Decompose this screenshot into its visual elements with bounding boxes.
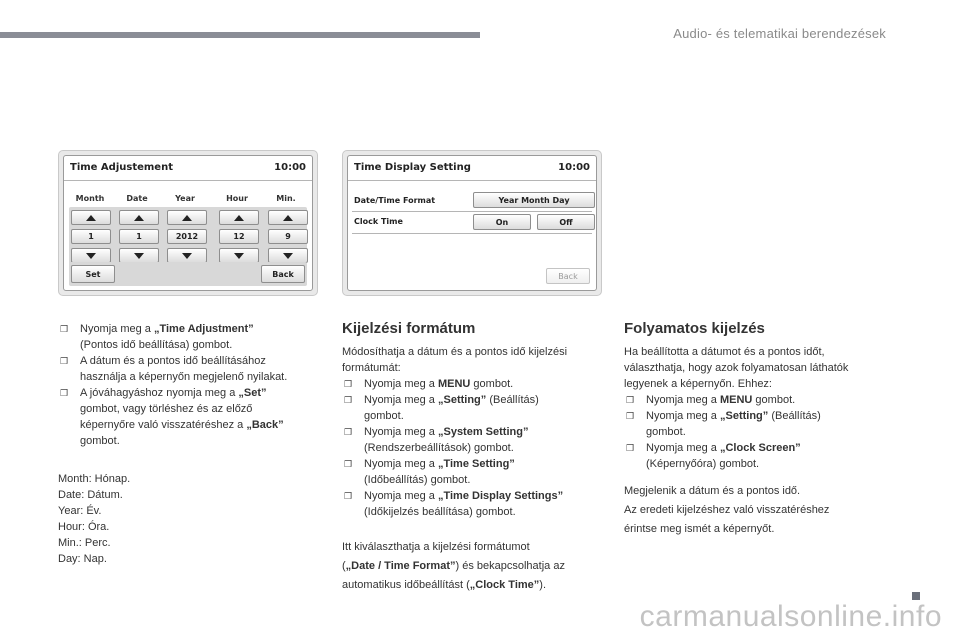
page-header-title: Audio- és telematikai berendezések [673, 26, 886, 41]
arrow-up-icon [86, 215, 96, 221]
watermark: carmanualsonline.info [639, 600, 942, 633]
arrow-up-icon [134, 215, 144, 221]
intro-text: Ha beállította a dátumot és a pontos időt, [624, 346, 825, 358]
arrow-down-icon [234, 253, 244, 259]
instruction-text: gombot, vagy törléshez és az előző [80, 403, 253, 415]
checkbox-bullet-icon: ❒ [626, 443, 635, 453]
step-text: Nyomja meg a [646, 442, 720, 454]
instruction-text: A dátum és a pontos idő beállításához [80, 355, 266, 367]
min-up-button[interactable] [268, 210, 308, 225]
set-button[interactable]: Set [71, 265, 115, 283]
min-down-button[interactable] [268, 248, 308, 263]
button-name: „Setting” [437, 394, 487, 406]
button-name: „Clock Screen” [719, 442, 801, 454]
page-marker [912, 592, 920, 600]
date-down-button[interactable] [119, 248, 159, 263]
checkbox-bullet-icon: ❒ [60, 324, 69, 334]
time-adjustment-screen [58, 150, 318, 296]
step-text: gombot. [752, 394, 796, 406]
intro-text: választhatja, hogy azok folyamatosan láthatók [624, 362, 849, 374]
min-value[interactable]: 9 [268, 229, 308, 244]
glossary-item: Hour: Óra. [58, 521, 110, 533]
divider [352, 211, 592, 212]
divider [348, 180, 596, 181]
checkbox-bullet-icon: ❒ [626, 411, 635, 421]
date-value[interactable]: 1 [119, 229, 159, 244]
body-text: ) és bekapcsolhatja az [455, 560, 565, 572]
section-heading: Kijelzési formátum [342, 320, 476, 337]
step-text: gombot. [364, 410, 404, 422]
step-item [342, 456, 604, 488]
adjust-grid [69, 207, 307, 267]
checkbox-bullet-icon: ❒ [344, 491, 353, 501]
instruction-text: A jóváhagyáshoz nyomja meg a [80, 387, 239, 399]
step-text: Nyomja meg a [364, 378, 438, 390]
year-value[interactable]: 2012 [167, 229, 207, 244]
screen-title: Time Display Setting [354, 162, 471, 173]
col-label-min: Min. [276, 194, 296, 203]
arrow-down-icon [283, 253, 293, 259]
hour-value[interactable]: 12 [219, 229, 259, 244]
action-bar [69, 262, 307, 286]
arrow-up-icon [234, 215, 244, 221]
body-text: Az eredeti kijelzéshez való visszatéréshez [624, 504, 830, 516]
back-button[interactable]: Back [261, 265, 305, 283]
step-item [624, 392, 886, 408]
instruction-item [58, 321, 320, 353]
back-button[interactable]: Back [546, 268, 590, 284]
step-text: (Beállítás) [768, 410, 821, 422]
button-name: „Set” [238, 387, 267, 399]
checkbox-bullet-icon: ❒ [344, 459, 353, 469]
month-value[interactable]: 1 [71, 229, 111, 244]
col-label-date: Date [126, 194, 148, 203]
checkbox-bullet-icon: ❒ [626, 395, 635, 405]
checkbox-bullet-icon: ❒ [60, 356, 69, 366]
step-text: Nyomja meg a [364, 490, 438, 502]
step-text: (Rendszerbeállítások) gombot. [364, 442, 514, 454]
step-text: (Időkijelzés beállítása) gombot. [364, 506, 516, 518]
arrow-down-icon [182, 253, 192, 259]
step-item [342, 424, 604, 456]
step-text: (Időbeállítás) gombot. [364, 474, 471, 486]
body-text: érintse meg ismét a képernyőt. [624, 523, 775, 535]
body-text: ). [539, 579, 547, 591]
checkbox-bullet-icon: ❒ [60, 388, 69, 398]
body-text: ( [342, 560, 346, 572]
step-text: gombot. [646, 426, 686, 438]
button-name: „Clock Time” [469, 579, 540, 591]
intro-text: Módosíthatja a dátum és a pontos idő kijelzési [342, 346, 568, 358]
button-name: „System Setting” [437, 426, 529, 438]
date-up-button[interactable] [119, 210, 159, 225]
hour-down-button[interactable] [219, 248, 259, 263]
right-column [624, 320, 886, 539]
button-name: MENU [437, 378, 471, 390]
arrow-up-icon [283, 215, 293, 221]
step-text: Nyomja meg a [364, 394, 438, 406]
screen-clock: 10:00 [558, 162, 590, 173]
glossary-item: Date: Dátum. [58, 489, 123, 501]
month-up-button[interactable] [71, 210, 111, 225]
intro-text: formátumát: [342, 362, 401, 374]
glossary-item: Month: Hónap. [58, 473, 131, 485]
button-name: „Time Setting” [437, 458, 515, 470]
checkbox-bullet-icon: ❒ [344, 395, 353, 405]
instruction-item [58, 385, 320, 449]
instruction-text: gombot. [80, 435, 120, 447]
instruction-text: használja a képernyőn megjelenő nyilakat. [80, 371, 288, 383]
glossary-item: Day: Nap. [58, 553, 107, 565]
button-name: „Setting” [719, 410, 769, 422]
col-label-month: Month [75, 194, 105, 203]
divider [64, 180, 312, 181]
step-text: (Képernyőóra) gombot. [646, 458, 760, 470]
column-labels [64, 194, 312, 204]
glossary-item: Min.: Perc. [58, 537, 111, 549]
col-label-year: Year [175, 194, 195, 203]
step-text: Nyomja meg a [364, 458, 438, 470]
left-column [58, 321, 320, 567]
button-name: „Date / Time Format” [345, 560, 456, 572]
body-text: Megjelenik a dátum és a pontos idő. [624, 485, 801, 497]
screen-display [347, 155, 597, 291]
clock-time-label: Clock Time [354, 217, 403, 226]
instruction-text: képernyőre való visszatéréshez a [80, 419, 247, 431]
divider [352, 233, 592, 234]
year-up-button[interactable] [167, 210, 207, 225]
hour-up-button[interactable] [219, 210, 259, 225]
off-button[interactable]: Off [537, 214, 595, 230]
glossary-item: Year: Év. [58, 505, 102, 517]
step-item [342, 376, 604, 392]
date-time-format-label: Date/Time Format [354, 196, 436, 205]
col-label-hour: Hour [226, 194, 248, 203]
step-item [342, 392, 604, 424]
button-name: MENU [719, 394, 753, 406]
intro-text: legyenek a képernyőn. Ehhez: [624, 378, 772, 390]
step-item [624, 440, 886, 472]
middle-column [342, 320, 604, 595]
step-text: Nyomja meg a [646, 410, 720, 422]
body-text: Itt kiválaszthatja a kijelzési formátumot [342, 541, 530, 553]
button-name: „Time Adjustment” [153, 323, 254, 335]
step-text: Nyomja meg a [646, 394, 720, 406]
step-item [342, 488, 604, 520]
step-text: gombot. [470, 378, 514, 390]
step-text: Nyomja meg a [364, 426, 438, 438]
time-display-setting-screen [342, 150, 602, 296]
month-down-button[interactable] [71, 248, 111, 263]
year-month-day-button[interactable]: Year Month Day [473, 192, 595, 208]
step-text: (Beállítás) [486, 394, 539, 406]
arrow-down-icon [86, 253, 96, 259]
header-bar [0, 32, 480, 38]
step-item [624, 408, 886, 440]
instruction-text: (Pontos idő beállítása) gombot. [80, 339, 233, 351]
body-text: automatikus időbeállítást ( [342, 579, 470, 591]
arrow-down-icon [134, 253, 144, 259]
instruction-item [58, 353, 320, 385]
on-button[interactable]: On [473, 214, 531, 230]
instruction-text: Nyomja meg a [80, 323, 154, 335]
screen-display [63, 155, 313, 291]
section-heading: Folyamatos kijelzés [624, 320, 765, 337]
year-down-button[interactable] [167, 248, 207, 263]
checkbox-bullet-icon: ❒ [344, 427, 353, 437]
button-name: „Back” [246, 419, 284, 431]
screen-title: Time Adjustement [70, 162, 173, 173]
button-name: „Time Display Settings” [437, 490, 564, 502]
screen-clock: 10:00 [274, 162, 306, 173]
checkbox-bullet-icon: ❒ [344, 379, 353, 389]
arrow-up-icon [182, 215, 192, 221]
